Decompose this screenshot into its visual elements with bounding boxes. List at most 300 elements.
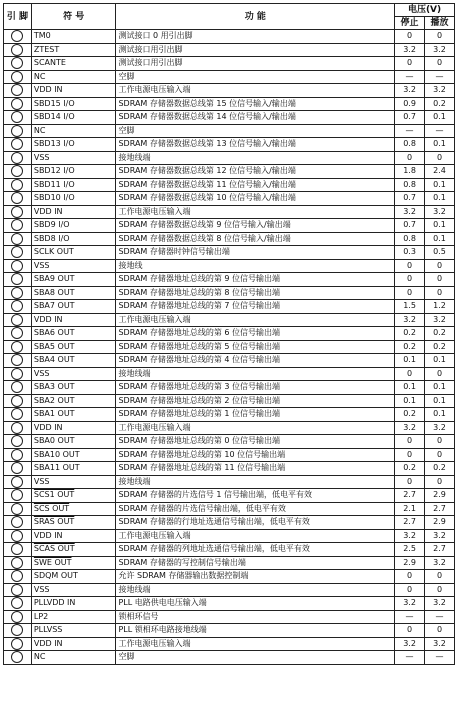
play-voltage-cell: 0.2	[425, 462, 455, 476]
function-cell: 接地线端	[116, 151, 395, 165]
pin-number-cell	[4, 435, 32, 449]
symbol-cell: VSS	[31, 583, 116, 597]
pin-number-cell	[4, 421, 32, 435]
pin-number-cell	[4, 394, 32, 408]
table-row	[4, 30, 455, 44]
header-function: 功 能	[116, 4, 395, 30]
function-cell: SDRAM 存储器的行地址选通信号输出端，低电平有效	[116, 516, 395, 530]
stop-voltage-cell: 0	[395, 367, 425, 381]
pin-number	[11, 638, 23, 650]
pin-number	[11, 57, 23, 69]
stop-voltage-cell: 3.2	[395, 597, 425, 611]
symbol-cell: PLLVDD IN	[31, 597, 116, 611]
symbol-cell: VSS	[31, 151, 116, 165]
header-play: 播放	[425, 17, 455, 30]
function-cell: 工作电源电压输入端	[116, 421, 395, 435]
play-voltage-cell: 2.9	[425, 489, 455, 503]
table-row	[4, 327, 455, 341]
symbol-cell: SBA3 OUT	[31, 381, 116, 395]
pin-number	[11, 462, 23, 474]
function-cell: 工作电源电压输入端	[116, 84, 395, 98]
table-row	[4, 259, 455, 273]
table-row	[4, 637, 455, 651]
function-cell: SDRAM 存储器的片选信号 1 信号输出端，低电平有效	[116, 489, 395, 503]
stop-voltage-cell: 0	[395, 259, 425, 273]
table-row	[4, 529, 455, 543]
symbol-cell: SBA0 OUT	[31, 435, 116, 449]
pin-number	[11, 651, 23, 663]
symbol-cell: SCAS OUT	[31, 543, 116, 557]
symbol-cell: SCS1 OUT	[31, 489, 116, 503]
pin-number	[11, 246, 23, 258]
pin-number	[11, 611, 23, 623]
play-voltage-cell: 2.7	[425, 502, 455, 516]
pin-number-cell	[4, 340, 32, 354]
stop-voltage-cell: 3.2	[395, 421, 425, 435]
play-voltage-cell: 0	[425, 448, 455, 462]
play-voltage-cell: 3.2	[425, 556, 455, 570]
stop-voltage-cell: 0.2	[395, 462, 425, 476]
function-cell: SDRAM 存储器地址总线的第 5 位信号输出端	[116, 340, 395, 354]
play-voltage-cell: 0.1	[425, 408, 455, 422]
pin-number	[11, 44, 23, 56]
pin-number-cell	[4, 43, 32, 57]
pin-number-cell	[4, 30, 32, 44]
stop-voltage-cell: 2.7	[395, 516, 425, 530]
symbol-cell: VDD IN	[31, 529, 116, 543]
stop-voltage-cell: 0.8	[395, 178, 425, 192]
symbol-cell: SBD14 I/O	[31, 111, 116, 125]
pin-number-cell	[4, 327, 32, 341]
function-cell: 接地线端	[116, 367, 395, 381]
play-voltage-cell: 0.1	[425, 192, 455, 206]
function-cell: SDRAM 存储器时钟信号输出端	[116, 246, 395, 260]
pin-number-cell	[4, 556, 32, 570]
table-row	[4, 610, 455, 624]
play-voltage-cell: 0	[425, 570, 455, 584]
pin-number-cell	[4, 300, 32, 314]
pin-number-cell	[4, 84, 32, 98]
symbol-cell: SBA1 OUT	[31, 408, 116, 422]
pin-number	[11, 584, 23, 596]
symbol-cell: VDD IN	[31, 637, 116, 651]
play-voltage-cell: 3.2	[425, 205, 455, 219]
function-cell: 空脚	[116, 70, 395, 84]
table-row	[4, 138, 455, 152]
pin-number-cell	[4, 286, 32, 300]
play-voltage-cell: 0.5	[425, 246, 455, 260]
stop-voltage-cell: 2.5	[395, 543, 425, 557]
stop-voltage-cell: 1.8	[395, 165, 425, 179]
table-row	[4, 165, 455, 179]
play-voltage-cell: 0	[425, 151, 455, 165]
play-voltage-cell: 3.2	[425, 313, 455, 327]
table-row	[4, 205, 455, 219]
function-cell: SDRAM 存储器数据总线第 10 位信号输入/输出端	[116, 192, 395, 206]
play-voltage-cell: 0.1	[425, 219, 455, 233]
function-cell: 空脚	[116, 124, 395, 138]
table-row	[4, 57, 455, 71]
pin-number	[11, 165, 23, 177]
play-voltage-cell: 3.2	[425, 43, 455, 57]
pin-table-container	[3, 3, 455, 665]
play-voltage-cell: 0	[425, 624, 455, 638]
symbol-cell: SBD13 I/O	[31, 138, 116, 152]
pin-number-cell	[4, 624, 32, 638]
function-cell: SDRAM 存储器的写控制信号输出端	[116, 556, 395, 570]
symbol-cell: SDQM OUT	[31, 570, 116, 584]
table-row	[4, 70, 455, 84]
play-voltage-cell: —	[425, 651, 455, 665]
function-cell: 测试接口用引出脚	[116, 43, 395, 57]
symbol-cell: SBA8 OUT	[31, 286, 116, 300]
function-cell: SDRAM 存储器数据总线第 13 位信号输入/输出端	[116, 138, 395, 152]
pin-number	[11, 624, 23, 636]
play-voltage-cell: 0	[425, 286, 455, 300]
play-voltage-cell: 0	[425, 30, 455, 44]
function-cell: 测试接口用引出脚	[116, 57, 395, 71]
stop-voltage-cell: 3.2	[395, 313, 425, 327]
pin-number	[11, 408, 23, 420]
pin-number	[11, 381, 23, 393]
pin-number	[11, 192, 23, 204]
table-row	[4, 84, 455, 98]
pin-number-cell	[4, 205, 32, 219]
pin-number-cell	[4, 97, 32, 111]
pin-number	[11, 476, 23, 488]
table-row	[4, 421, 455, 435]
pin-number-cell	[4, 246, 32, 260]
symbol-cell: VDD IN	[31, 84, 116, 98]
table-header-row	[4, 4, 455, 17]
function-cell: SDRAM 存储器地址总线的第 0 位信号输出端	[116, 435, 395, 449]
table-row	[4, 489, 455, 503]
symbol-cell: SCANTE	[31, 57, 116, 71]
symbol-cell: SBA4 OUT	[31, 354, 116, 368]
stop-voltage-cell: 2.7	[395, 489, 425, 503]
stop-voltage-cell: 0	[395, 286, 425, 300]
stop-voltage-cell: —	[395, 70, 425, 84]
pin-number-cell	[4, 70, 32, 84]
function-cell: SDRAM 存储器地址总线的第 4 位信号输出端	[116, 354, 395, 368]
pin-number	[11, 84, 23, 96]
pin-number	[11, 111, 23, 123]
function-cell: SDRAM 存储器地址总线的第 7 位信号输出端	[116, 300, 395, 314]
play-voltage-cell: 0.1	[425, 232, 455, 246]
function-cell: SDRAM 存储器地址总线的第 6 位信号输出端	[116, 327, 395, 341]
symbol-cell: SWE OUT	[31, 556, 116, 570]
header-stop: 停止	[395, 17, 425, 30]
pin-number-cell	[4, 475, 32, 489]
symbol-cell: VDD IN	[31, 205, 116, 219]
table-row	[4, 597, 455, 611]
play-voltage-cell: 3.2	[425, 597, 455, 611]
stop-voltage-cell: —	[395, 610, 425, 624]
pin-number-cell	[4, 151, 32, 165]
play-voltage-cell: 3.2	[425, 84, 455, 98]
symbol-cell: VDD IN	[31, 421, 116, 435]
pin-number-cell	[4, 111, 32, 125]
symbol-cell: SBA11 OUT	[31, 462, 116, 476]
stop-voltage-cell: 3.2	[395, 529, 425, 543]
table-row	[4, 624, 455, 638]
symbol-cell: SBD12 I/O	[31, 165, 116, 179]
stop-voltage-cell: 0.7	[395, 192, 425, 206]
play-voltage-cell: 0	[425, 259, 455, 273]
table-row	[4, 97, 455, 111]
pin-number	[11, 530, 23, 542]
table-body	[4, 30, 455, 665]
function-cell: 接地线端	[116, 583, 395, 597]
table-row	[4, 475, 455, 489]
pin-number	[11, 219, 23, 231]
stop-voltage-cell: 0	[395, 273, 425, 287]
pin-number-cell	[4, 367, 32, 381]
symbol-cell: LP2	[31, 610, 116, 624]
symbol-cell: NC	[31, 651, 116, 665]
pin-number	[11, 597, 23, 609]
play-voltage-cell: —	[425, 124, 455, 138]
symbol-cell: SBA7 OUT	[31, 300, 116, 314]
symbol-cell: SBA9 OUT	[31, 273, 116, 287]
table-row	[4, 394, 455, 408]
pin-number	[11, 138, 23, 150]
table-row	[4, 313, 455, 327]
pin-number	[11, 503, 23, 515]
stop-voltage-cell: 0	[395, 475, 425, 489]
pin-number-cell	[4, 313, 32, 327]
pin-number-cell	[4, 178, 32, 192]
pin-number	[11, 422, 23, 434]
header-pin: 引 脚	[4, 4, 32, 30]
stop-voltage-cell: 0.7	[395, 219, 425, 233]
symbol-cell: SBA6 OUT	[31, 327, 116, 341]
stop-voltage-cell: 2.1	[395, 502, 425, 516]
pin-number-cell	[4, 138, 32, 152]
table-row	[4, 502, 455, 516]
function-cell: SDRAM 存储器数据总线第 8 位信号输入/输出端	[116, 232, 395, 246]
pin-number-cell	[4, 502, 32, 516]
stop-voltage-cell: —	[395, 651, 425, 665]
pin-number-cell	[4, 354, 32, 368]
pin-number-cell	[4, 651, 32, 665]
symbol-cell: SBD10 I/O	[31, 192, 116, 206]
function-cell: SDRAM 存储器数据总线第 12 位信号输入/输出端	[116, 165, 395, 179]
pin-number	[11, 557, 23, 569]
stop-voltage-cell: 3.2	[395, 637, 425, 651]
stop-voltage-cell: 0.8	[395, 232, 425, 246]
table-row	[4, 111, 455, 125]
pin-number	[11, 179, 23, 191]
play-voltage-cell: 0.1	[425, 178, 455, 192]
function-cell: SDRAM 存储器数据总线第 15 位信号输入/输出端	[116, 97, 395, 111]
pin-number-cell	[4, 219, 32, 233]
stop-voltage-cell: 0	[395, 570, 425, 584]
stop-voltage-cell: 3.2	[395, 84, 425, 98]
pin-number-cell	[4, 57, 32, 71]
function-cell: 测试接口 0 用引出脚	[116, 30, 395, 44]
pin-number	[11, 354, 23, 366]
play-voltage-cell: 0.1	[425, 138, 455, 152]
pin-number	[11, 233, 23, 245]
pin-number-cell	[4, 381, 32, 395]
function-cell: SDRAM 存储器地址总线的第 3 位信号输出端	[116, 381, 395, 395]
symbol-cell: VSS	[31, 367, 116, 381]
pin-number-cell	[4, 583, 32, 597]
symbol-cell: SBD15 I/O	[31, 97, 116, 111]
pin-number-cell	[4, 259, 32, 273]
pin-number	[11, 98, 23, 110]
table-row	[4, 273, 455, 287]
pin-number	[11, 30, 23, 42]
symbol-cell: NC	[31, 70, 116, 84]
symbol-cell: SBA5 OUT	[31, 340, 116, 354]
symbol-cell: ZTEST	[31, 43, 116, 57]
stop-voltage-cell: 0.2	[395, 340, 425, 354]
symbol-cell: SCS OUT	[31, 502, 116, 516]
table-row	[4, 570, 455, 584]
function-cell: 允许 SDRAM 存储器输出数据控制端	[116, 570, 395, 584]
function-cell: 工作电源电压输入端	[116, 637, 395, 651]
pin-number	[11, 260, 23, 272]
stop-voltage-cell: 0	[395, 151, 425, 165]
play-voltage-cell: 2.7	[425, 543, 455, 557]
stop-voltage-cell: 0	[395, 57, 425, 71]
table-row	[4, 516, 455, 530]
table-row	[4, 354, 455, 368]
stop-voltage-cell: 0.7	[395, 111, 425, 125]
stop-voltage-cell: 0.3	[395, 246, 425, 260]
table-row	[4, 448, 455, 462]
function-cell: PLL 锁相环电路接地线端	[116, 624, 395, 638]
pin-number	[11, 435, 23, 447]
symbol-cell: SBD8 I/O	[31, 232, 116, 246]
play-voltage-cell: 2.9	[425, 516, 455, 530]
stop-voltage-cell: —	[395, 124, 425, 138]
play-voltage-cell: 3.2	[425, 421, 455, 435]
pin-number-cell	[4, 232, 32, 246]
play-voltage-cell: 0.1	[425, 381, 455, 395]
function-cell: 接地线	[116, 259, 395, 273]
table-row	[4, 381, 455, 395]
play-voltage-cell: —	[425, 610, 455, 624]
pin-number	[11, 273, 23, 285]
pin-number-cell	[4, 408, 32, 422]
pin-number	[11, 314, 23, 326]
table-row	[4, 286, 455, 300]
table-row	[4, 651, 455, 665]
symbol-cell: PLLVSS	[31, 624, 116, 638]
pin-number	[11, 152, 23, 164]
play-voltage-cell: 0.2	[425, 327, 455, 341]
function-cell: SDRAM 存储器地址总线的第 1 位信号输出端	[116, 408, 395, 422]
play-voltage-cell: 0.1	[425, 111, 455, 125]
function-cell: SDRAM 存储器地址总线的第 2 位信号输出端	[116, 394, 395, 408]
table-row	[4, 583, 455, 597]
pin-number-cell	[4, 529, 32, 543]
table-row	[4, 178, 455, 192]
function-cell: SDRAM 存储器数据总线第 11 位信号输入/输出端	[116, 178, 395, 192]
stop-voltage-cell: 1.5	[395, 300, 425, 314]
play-voltage-cell: 3.2	[425, 529, 455, 543]
play-voltage-cell: 0.2	[425, 340, 455, 354]
table-row	[4, 219, 455, 233]
pin-number	[11, 341, 23, 353]
stop-voltage-cell: 2.9	[395, 556, 425, 570]
play-voltage-cell: 2.4	[425, 165, 455, 179]
stop-voltage-cell: 0.2	[395, 408, 425, 422]
pin-number	[11, 300, 23, 312]
pin-number-cell	[4, 273, 32, 287]
table-row	[4, 408, 455, 422]
pin-number-cell	[4, 489, 32, 503]
symbol-cell: NC	[31, 124, 116, 138]
pin-function-table	[3, 3, 455, 665]
stop-voltage-cell: 0	[395, 624, 425, 638]
function-cell: SDRAM 存储器数据总线第 9 位信号输入/输出端	[116, 219, 395, 233]
pin-number-cell	[4, 597, 32, 611]
pin-number	[11, 543, 23, 555]
table-row	[4, 556, 455, 570]
symbol-cell: SRAS OUT	[31, 516, 116, 530]
function-cell: 接地线端	[116, 475, 395, 489]
pin-number	[11, 287, 23, 299]
table-row	[4, 462, 455, 476]
table-row	[4, 246, 455, 260]
stop-voltage-cell: 0	[395, 435, 425, 449]
stop-voltage-cell: 0.9	[395, 97, 425, 111]
function-cell: SDRAM 存储器数据总线第 14 位信号输入/输出端	[116, 111, 395, 125]
stop-voltage-cell: 0	[395, 583, 425, 597]
pin-number	[11, 125, 23, 137]
function-cell: PLL 电路供电电压输入端	[116, 597, 395, 611]
pin-number	[11, 489, 23, 501]
play-voltage-cell: —	[425, 70, 455, 84]
play-voltage-cell: 0.1	[425, 394, 455, 408]
symbol-cell: SCLK OUT	[31, 246, 116, 260]
pin-number	[11, 570, 23, 582]
stop-voltage-cell: 0.2	[395, 327, 425, 341]
pin-number-cell	[4, 165, 32, 179]
symbol-cell: SBA2 OUT	[31, 394, 116, 408]
pin-number-cell	[4, 543, 32, 557]
symbol-cell: VDD IN	[31, 313, 116, 327]
stop-voltage-cell: 0	[395, 30, 425, 44]
play-voltage-cell: 0	[425, 57, 455, 71]
pin-number	[11, 206, 23, 218]
table-row	[4, 435, 455, 449]
stop-voltage-cell: 0.1	[395, 381, 425, 395]
stop-voltage-cell: 0.1	[395, 394, 425, 408]
symbol-cell: VSS	[31, 259, 116, 273]
pin-number-cell	[4, 610, 32, 624]
pin-number-cell	[4, 124, 32, 138]
pin-number-cell	[4, 516, 32, 530]
table-row	[4, 192, 455, 206]
pin-number	[11, 395, 23, 407]
play-voltage-cell: 0	[425, 475, 455, 489]
table-row	[4, 124, 455, 138]
pin-number	[11, 516, 23, 528]
pin-number	[11, 71, 23, 83]
table-row	[4, 151, 455, 165]
table-row	[4, 43, 455, 57]
stop-voltage-cell: 3.2	[395, 205, 425, 219]
function-cell: 锁相环信号	[116, 610, 395, 624]
table-row	[4, 543, 455, 557]
header-voltage: 电压(V)	[395, 4, 455, 17]
play-voltage-cell: 0	[425, 435, 455, 449]
